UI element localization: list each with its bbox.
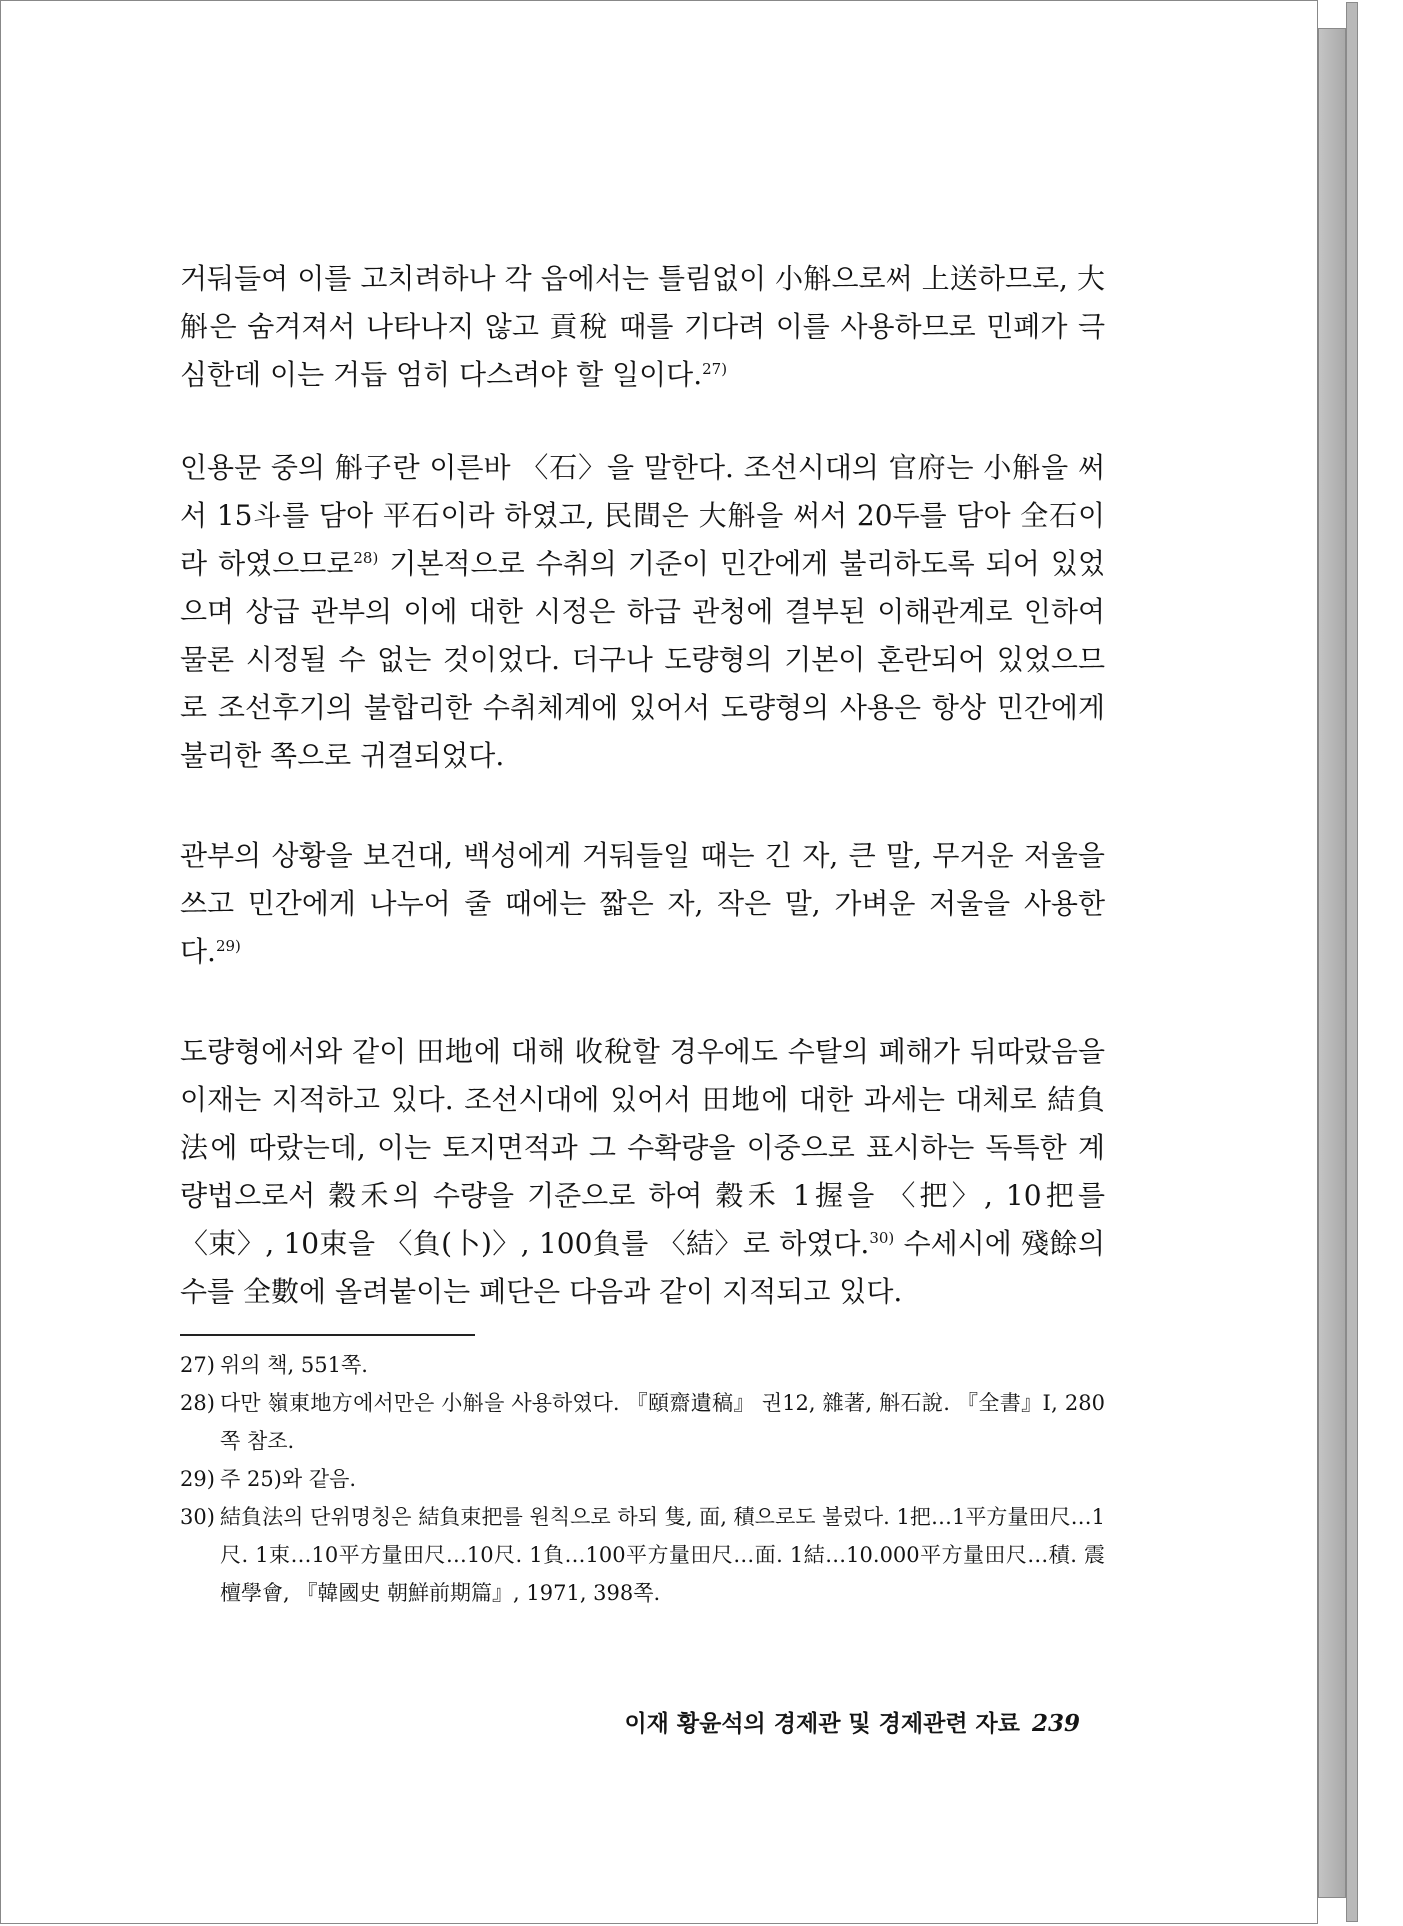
block-quote-1 (180, 255, 1105, 399)
paragraph-text: 기본적으로 수취의 기준이 민간에게 불리하도록 되어 있었으며 상급 관부의 이에 대한 시정은 하급 관청에 결부된 이해관계로 인하여 물론 시정될 수 없는 것이었다. 더구나 도량형의 기본이 혼란되어 있었으므로 조선후기의 불합리한 수취체계에 있어서 도량형의 사용은 항상 민간에게 불리한 쪽으로 귀결되었다. (180, 547, 1105, 772)
footnote-text: 結負法의 단위명칭은 結負束把를 원칙으로 하되 隻, 面, 積으로도 불렀다. 1把…1平方量田尺…1尺. 1束…10平方量田尺…10尺. 1負…100平方量田尺…面. 1結…10.000平方量田尺…積. 震檀學會, 『韓國史 朝鮮前期篇』, 1971, 398쪽. (220, 1505, 1105, 1605)
running-title: 이재 황윤석의 경제관 및 경제관련 자료 (624, 1710, 1020, 1737)
paragraph-text: 수세시에 殘餘의 수를 全數에 올려붙이는 폐단은 다음과 같이 지적되고 있다. (180, 1227, 1105, 1308)
footnote-text: 주 25)와 같음. (220, 1467, 357, 1491)
page-footer (560, 1705, 1080, 1738)
quote-text: 관부의 상황을 보건대, 백성에게 거둬들일 때는 긴 자, 큰 말, 무거운 저울을 쓰고 민간에게 나누어 줄 때에는 짧은 자, 작은 말, 가벼운 저울을 사용한다. (180, 839, 1105, 968)
page-stack-edge (1318, 28, 1346, 1898)
footnote (180, 1346, 1105, 1384)
footnote-text: 다만 嶺東地方에서만은 小斛을 사용하였다. 『頤齋遺稿』 권12, 雜著, 斛石說. 『全書』Ⅰ, 280쪽 참조. (220, 1391, 1105, 1453)
page-stack-edge (1346, 2, 1358, 1922)
body-paragraph-2 (180, 1028, 1105, 1316)
footnote-ref: 28) (353, 549, 379, 567)
page-number: 239 (1031, 1710, 1080, 1737)
footnote (180, 1498, 1105, 1612)
block-quote-2 (180, 832, 1105, 976)
footnote (180, 1384, 1105, 1460)
quote-text: 거둬들여 이를 고치려하나 각 읍에서는 틀림없이 小斛으로써 上送하므로, 大斛은 숨겨져서 나타나지 않고 貢稅 때를 기다려 이를 사용하므로 민폐가 극심한데 이는 거듭 엄히 다스려야 할 일이다. (180, 262, 1105, 391)
footnote-ref: 29) (215, 937, 241, 955)
footnote-number: 27) (180, 1353, 215, 1377)
footnote-number: 29) (180, 1467, 215, 1491)
paragraph-text: 도량형에서와 같이 田地에 대해 收稅할 경우에도 수탈의 폐해가 뒤따랐음을 이재는 지적하고 있다. 조선시대에 있어서 田地에 대한 과세는 대체로 結負法에 따랐는데, 이는 토지면적과 그 수확량을 이중으로 표시하는 독특한 계량법으로서 穀禾의 수량을 기준으로 하여 穀禾 1握을 〈把〉, 10把를 〈束〉, 10束을 〈負(卜)〉, 100負를 〈結〉로 하였다. (180, 1035, 1105, 1260)
paragraph-text: 인용문 중의 斛子란 이른바 〈石〉을 말한다. 조선시대의 官府는 小斛을 써서 15斗를 담아 平石이라 하였고, 民間은 大斛을 써서 20두를 담아 全石이라 하였으므로 (180, 451, 1105, 580)
footnote (180, 1460, 1105, 1498)
body-paragraph-1 (180, 444, 1105, 780)
footnote-number: 28) (180, 1391, 215, 1415)
footnote-ref: 30) (869, 1229, 895, 1247)
footnote-text: 위의 책, 551쪽. (220, 1353, 368, 1377)
footnote-number: 30) (180, 1505, 215, 1529)
page-body (180, 255, 1105, 1612)
footnote-divider (180, 1334, 475, 1336)
footnote-ref: 27) (702, 360, 728, 378)
